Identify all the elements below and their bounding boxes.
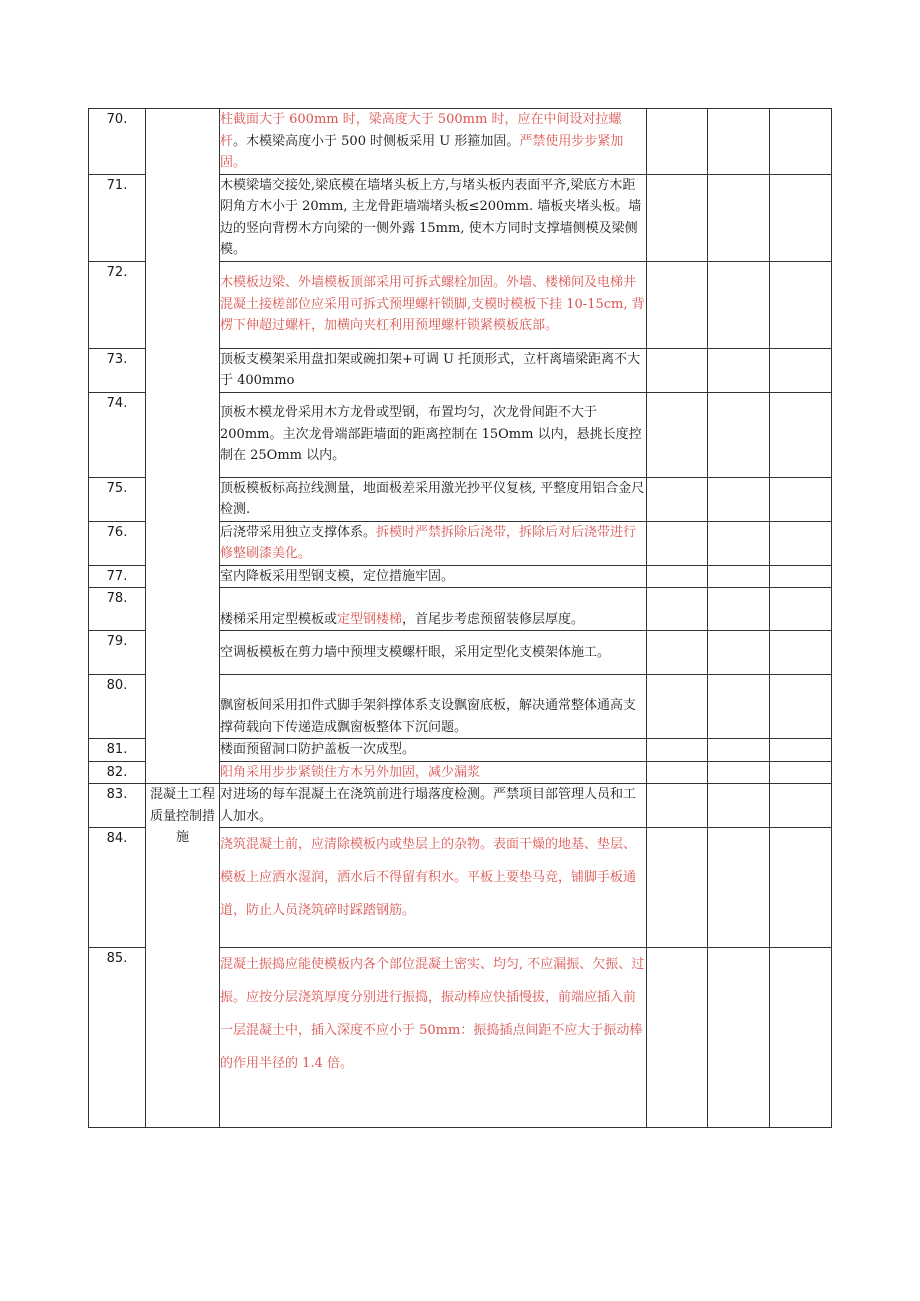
requirement-segment: ，首尾步考虑预留装修层厚度。 [402, 611, 585, 627]
requirement-text [220, 174, 647, 261]
check-cell [770, 948, 832, 1128]
check-cell [647, 109, 708, 175]
row-number: 72. [89, 261, 146, 348]
row-number: 76. [89, 521, 146, 565]
check-cell [770, 521, 832, 565]
requirement-text [220, 675, 647, 739]
row-number: 74. [89, 392, 146, 477]
check-cell [770, 392, 832, 477]
row-number: 75. [89, 477, 146, 521]
row-number: 70. [89, 109, 146, 175]
requirement-text [220, 109, 647, 175]
check-cell [708, 739, 770, 762]
requirement-segment: 阳角采用步步紧锁住方木另外加固，减少漏浆 [220, 764, 481, 780]
check-cell [647, 948, 708, 1128]
requirement-text [220, 521, 647, 565]
requirement-segment: 。木模梁高度小于 500 时侧板采用 U 形箍加固。 [233, 133, 520, 149]
check-cell [647, 348, 708, 392]
check-cell [708, 948, 770, 1128]
check-cell [770, 761, 832, 784]
requirement-text [220, 948, 647, 1128]
requirement-segment: 后浇带采用独立支撑体系。 [220, 524, 377, 540]
requirement-segment: 定型钢楼梯 [337, 611, 403, 627]
check-cell [770, 675, 832, 739]
table-row [89, 109, 832, 175]
check-cell [708, 261, 770, 348]
check-cell [770, 631, 832, 675]
requirement-segment: 顶板木模龙骨采用木方龙骨或型钢，布置均匀，次龙骨间距不大于 200mm。主次龙骨端部距墙面的距离控制在 15Omm 以内，悬挑长度控制在 25Omm 以内。 [220, 405, 642, 464]
requirement-segment: 楼梯采用定型模板或 [220, 611, 338, 627]
table-body [89, 109, 832, 1128]
check-cell [770, 261, 832, 348]
check-cell [647, 521, 708, 565]
requirement-segment: 柱截面大于 600mm 时，梁高度大于 500mm 时，应在中间设对拉螺杆 [220, 112, 622, 149]
check-cell [647, 565, 708, 588]
check-cell [770, 739, 832, 762]
requirement-segment: 木模梁墙交接处,梁底模在墙堵头板上方,与堵头板内表面平齐,梁底方木距阴角方木小于 20mm, 主龙骨距墙端堵头板≤200mm. 墙板夹堵头板。墙边的竖向背楞木方向梁的一侧外露 15mm, 使木方同时支撑墙侧模及梁侧模。 [220, 177, 642, 257]
requirement-text [220, 392, 647, 477]
check-cell [770, 109, 832, 175]
requirement-text [220, 631, 647, 675]
check-cell [770, 565, 832, 588]
requirement-segment: 拆模时严禁拆除后浇带，拆除后对后浇带进行修整刷漆美化。 [220, 524, 637, 561]
check-cell [708, 521, 770, 565]
row-number: 81. [89, 739, 146, 762]
check-cell [708, 761, 770, 784]
check-cell [708, 828, 770, 948]
requirement-segment: 空调板模板在剪力墙中预埋支模螺杆眼，采用定型化支模架体施工。 [220, 644, 611, 660]
requirement-text [220, 739, 647, 762]
requirement-segment: 浇筑混凝土前，应清除模板内或垫层上的杂物。表面干燥的地基、垫层、模板上应洒水湿润，洒水后不得留有积水。平板上要垫马竞，铺脚手板通道，防止人员浇筑碎时踩踏钢筋。 [220, 837, 637, 918]
requirement-segment: 严禁使用步步紧加固。 [220, 133, 624, 170]
check-cell [647, 477, 708, 521]
requirement-text [220, 348, 647, 392]
row-number: 77. [89, 565, 146, 588]
check-cell [708, 477, 770, 521]
row-number: 85. [89, 948, 146, 1128]
requirement-text [220, 784, 647, 828]
check-cell [770, 348, 832, 392]
check-cell [708, 675, 770, 739]
row-number: 80. [89, 675, 146, 739]
check-cell [647, 828, 708, 948]
requirement-segment: 顶板模板标高拉线测量，地面极差采用激光抄平仪复核, 平整度用铝合金尺检测. [220, 480, 645, 517]
check-cell [770, 588, 832, 631]
row-number: 84. [89, 828, 146, 948]
check-cell [647, 588, 708, 631]
check-cell [770, 828, 832, 948]
requirement-segment: 飘窗板间采用扣件式脚手架斜撑体系支设飘窗底板，解决通常整体通高支撑荷载向下传递造成飘窗板整体下沉问题。 [220, 698, 637, 735]
requirement-text [220, 828, 647, 948]
row-number: 83. [89, 784, 146, 828]
check-cell [647, 784, 708, 828]
row-number: 71. [89, 174, 146, 261]
check-cell [708, 784, 770, 828]
check-cell [770, 174, 832, 261]
requirement-text [220, 261, 647, 348]
requirement-text [220, 565, 647, 588]
requirement-text [220, 477, 647, 521]
check-cell [708, 588, 770, 631]
check-cell [708, 392, 770, 477]
requirement-segment: 混凝土振捣应能使模板内各个部位混凝土密实、均匀, 不应漏振、欠振、过振。应按分层浇筑厚度分别进行振捣，振动棒应快插慢拔，前端应插入前一层混凝土中，插入深度不应小于 50mm：振捣插点间距不应大于振动棒的作用半径的 1.4 倍。 [220, 957, 645, 1071]
row-number: 73. [89, 348, 146, 392]
category-cell-concrete: 混凝土工程质量控制措施 [146, 784, 220, 1128]
check-cell [647, 261, 708, 348]
row-number: 79. [89, 631, 146, 675]
requirement-text [220, 588, 647, 631]
check-cell [647, 174, 708, 261]
category-cell-formwork [146, 109, 220, 784]
check-cell [647, 761, 708, 784]
requirement-text [220, 761, 647, 784]
quality-control-table [88, 108, 832, 1128]
check-cell [647, 739, 708, 762]
check-cell [770, 784, 832, 828]
check-cell [708, 565, 770, 588]
check-cell [770, 477, 832, 521]
check-cell [708, 348, 770, 392]
check-cell [708, 631, 770, 675]
row-number: 78. [89, 588, 146, 631]
check-cell [708, 174, 770, 261]
table-row [89, 784, 832, 828]
check-cell [708, 109, 770, 175]
requirement-segment: 室内降板采用型钢支模，定位措施牢固。 [220, 568, 455, 584]
row-number: 82. [89, 761, 146, 784]
requirement-segment: 楼面预留洞口防护盖板一次成型。 [220, 742, 416, 757]
check-cell [647, 675, 708, 739]
requirement-segment: 木模板边梁、外墙模板顶部采用可拆式螺栓加固。外墙、楼梯间及电梯井混凝土接槎部位应采用可拆式预埋螺杆锁脚,支模时模板下挂 10-15cm, 背楞下伸超过螺杆，加横向夹杠利用预埋螺杆锁紧模板底部。 [220, 275, 645, 334]
requirement-segment: 顶板支模架采用盘扣架或碗扣架+可调 U 托顶形式，立杆离墙梁距离不大于 400mmo [220, 351, 641, 388]
check-cell [647, 392, 708, 477]
check-cell [647, 631, 708, 675]
requirement-segment: 对进场的每车混凝土在浇筑前进行塌落度检测。严禁项目部管理人员和工人加水。 [220, 787, 637, 824]
